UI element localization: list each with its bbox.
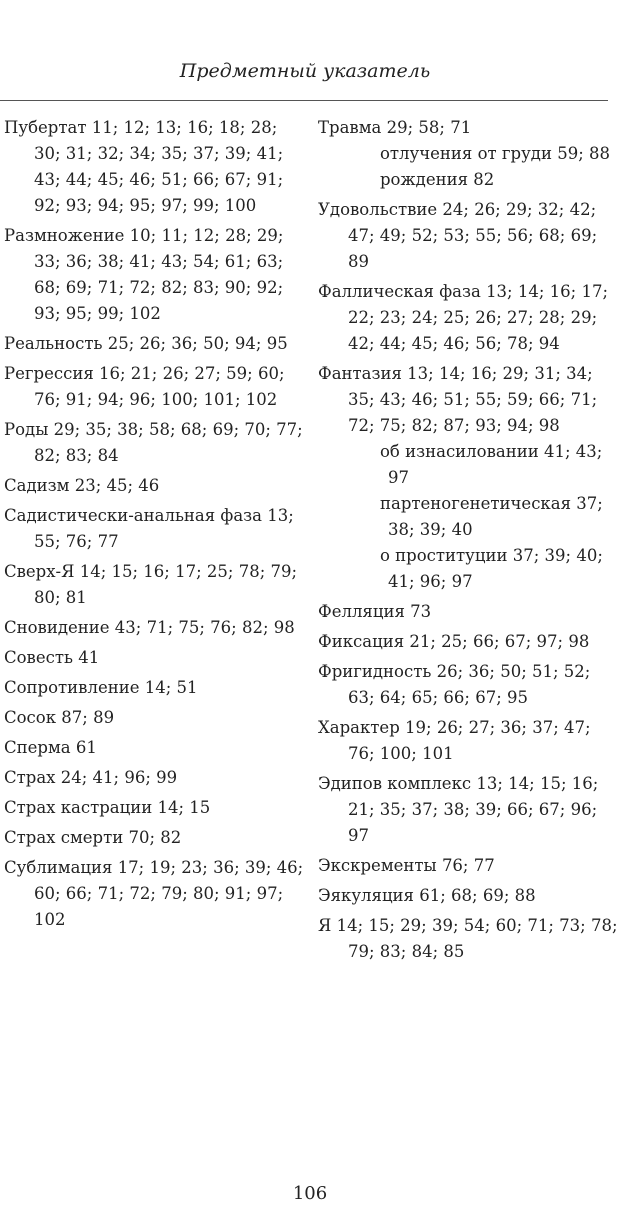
- index-subterm: партеногенетическая: [380, 494, 571, 513]
- index-pages: 87; 89: [61, 708, 115, 727]
- index-entry: [4, 765, 304, 791]
- index-term: Размножение: [4, 226, 125, 245]
- index-term: Страх: [4, 768, 56, 787]
- index-pages: 61: [75, 738, 97, 757]
- index-subentry: [348, 439, 618, 491]
- index-subterm: рождения: [380, 170, 469, 189]
- index-pages: 23; 45; 46: [74, 476, 160, 495]
- index-term: Совесть: [4, 648, 73, 667]
- index-pages: 26; 36; 50; 51; 52; 63; 64; 65; 66; 67; 95: [348, 662, 591, 707]
- index-pages: 41; 43; 97: [388, 442, 603, 487]
- index-pages: 21; 25; 66; 67; 97; 98: [409, 632, 590, 651]
- index-pages: 24; 26; 29; 32; 42; 47; 49; 52; 53; 55; 56; 68; 69; 89: [348, 200, 598, 271]
- index-term: Страх кастрации: [4, 798, 153, 817]
- index-pages: 16; 21; 26; 27; 59; 60; 76; 91; 94; 96; 100; 101; 102: [34, 364, 285, 409]
- index-term: Эякуляция: [318, 886, 414, 905]
- index-entry: [318, 115, 618, 193]
- index-term: Характер: [318, 718, 400, 737]
- index-entry: [318, 883, 618, 909]
- index-term: Фаллическая фаза: [318, 282, 481, 301]
- index-column-left: [4, 115, 304, 937]
- index-column-right: [318, 115, 618, 969]
- index-pages: 13; 55; 76; 77: [34, 506, 294, 551]
- index-pages: 13; 14; 16; 17; 22; 23; 24; 25; 26; 27; 28; 29; 42; 44; 45; 46; 56; 78; 94: [348, 282, 609, 353]
- index-term: Сублимация: [4, 858, 113, 877]
- index-term: Сопротивление: [4, 678, 140, 697]
- index-pages: 25; 26; 36; 50; 94; 95: [107, 334, 288, 353]
- index-subentry: [348, 491, 618, 543]
- index-entry: [4, 331, 304, 357]
- index-subentry: [348, 543, 618, 595]
- index-entry: [4, 615, 304, 641]
- index-subentry: [348, 141, 618, 167]
- index-entry: [318, 853, 618, 879]
- index-term: Эдипов комплекс: [318, 774, 472, 793]
- index-term: Фантазия: [318, 364, 402, 383]
- index-pages: 76; 77: [441, 856, 495, 875]
- index-pages: 17; 19; 23; 36; 39; 46; 60; 66; 71; 72; 79; 80; 91; 97; 102: [34, 858, 304, 929]
- index-entry: [318, 599, 618, 625]
- index-pages: 14; 15; 16; 17; 25; 78; 79; 80; 81: [34, 562, 298, 607]
- running-header: [0, 60, 610, 92]
- index-pages: 82: [473, 170, 495, 189]
- index-pages: 11; 12; 13; 16; 18; 28; 30; 31; 32; 34; 35; 37; 39; 41; 43; 44; 45; 46; 51; 66; 67; 91; 92; 93; 94; 95; 97; 99; 100: [34, 118, 284, 215]
- index-pages: 29; 58; 71: [386, 118, 472, 137]
- index-entry: [4, 675, 304, 701]
- index-entry: [318, 659, 618, 711]
- index-term: Роды: [4, 420, 49, 439]
- index-term: Фиксация: [318, 632, 405, 651]
- index-pages: 29; 35; 38; 58; 68; 69; 70; 77; 82; 83; 84: [34, 420, 303, 465]
- index-term: Регрессия: [4, 364, 94, 383]
- index-pages: 43; 71; 75; 76; 82; 98: [114, 618, 295, 637]
- index-pages: 14; 51: [144, 678, 198, 697]
- index-term: Сперма: [4, 738, 71, 757]
- index-subentry: [348, 167, 618, 193]
- index-entry: [4, 361, 304, 413]
- index-pages: 13; 14; 16; 29; 31; 34; 35; 43; 46; 51; 55; 59; 66; 71; 72; 75; 82; 87; 93; 94; 98: [348, 364, 598, 435]
- index-entry: [4, 825, 304, 851]
- index-pages: 10; 11; 12; 28; 29; 33; 36; 38; 41; 43; 54; 61; 63; 68; 69; 71; 72; 82; 83; 90; 92; 93; 95; 99; 102: [34, 226, 284, 323]
- index-pages: 19; 26; 27; 36; 37; 47; 76; 100; 101: [348, 718, 591, 763]
- header-title: Предметный указатель: [179, 60, 431, 82]
- index-pages: 70; 82: [128, 828, 182, 847]
- index-pages: 73: [410, 602, 432, 621]
- index-entry: [318, 361, 618, 595]
- index-entry: [4, 115, 304, 219]
- index-pages: 14; 15; 29; 39; 54; 60; 71; 73; 78; 79; 83; 84; 85: [336, 916, 618, 961]
- index-term: Сверх-Я: [4, 562, 75, 581]
- index-pages: 14; 15: [157, 798, 211, 817]
- index-pages: 13; 14; 15; 16; 21; 35; 37; 38; 39; 66; 67; 96; 97: [348, 774, 599, 845]
- index-term: Травма: [318, 118, 382, 137]
- index-subterm: отлучения от груди: [380, 144, 552, 163]
- index-term: Экскременты: [318, 856, 437, 875]
- index-term: Фригидность: [318, 662, 432, 681]
- index-entry: [318, 197, 618, 275]
- index-entry: [4, 705, 304, 731]
- index-entry: [4, 559, 304, 611]
- index-term: Пубертат: [4, 118, 87, 137]
- index-subterm: об изнасиловании: [380, 442, 539, 461]
- index-term: Я: [318, 916, 332, 935]
- index-entry: [4, 855, 304, 933]
- index-entry: [4, 473, 304, 499]
- index-term: Сосок: [4, 708, 57, 727]
- header-rule: [0, 100, 608, 101]
- index-term: Реальность: [4, 334, 103, 353]
- index-term: Садистически-анальная фаза: [4, 506, 262, 525]
- index-entry: [318, 629, 618, 655]
- index-term: Садизм: [4, 476, 70, 495]
- page-number: 106: [292, 1183, 328, 1204]
- index-entry: [318, 771, 618, 849]
- index-term: Фелляция: [318, 602, 405, 621]
- index-entry: [4, 223, 304, 327]
- index-entry: [4, 735, 304, 761]
- index-term: Сновидение: [4, 618, 110, 637]
- index-entry: [4, 795, 304, 821]
- index-pages: 41: [78, 648, 100, 667]
- index-pages: 37; 39; 40; 41; 96; 97: [388, 546, 603, 591]
- index-entry: [4, 417, 304, 469]
- index-pages: 24; 41; 96; 99: [60, 768, 178, 787]
- index-entry: [4, 503, 304, 555]
- index-entry: [4, 645, 304, 671]
- index-entry: [318, 715, 618, 767]
- index-term: Удовольствие: [318, 200, 438, 219]
- index-pages: 37; 38; 39; 40: [388, 494, 603, 539]
- index-entry: [318, 279, 618, 357]
- index-pages: 59; 88: [557, 144, 610, 163]
- index-pages: 61; 68; 69; 88: [419, 886, 536, 905]
- index-term: Страх смерти: [4, 828, 124, 847]
- index-subterm: о проституции: [380, 546, 508, 565]
- index-entry: [318, 913, 618, 965]
